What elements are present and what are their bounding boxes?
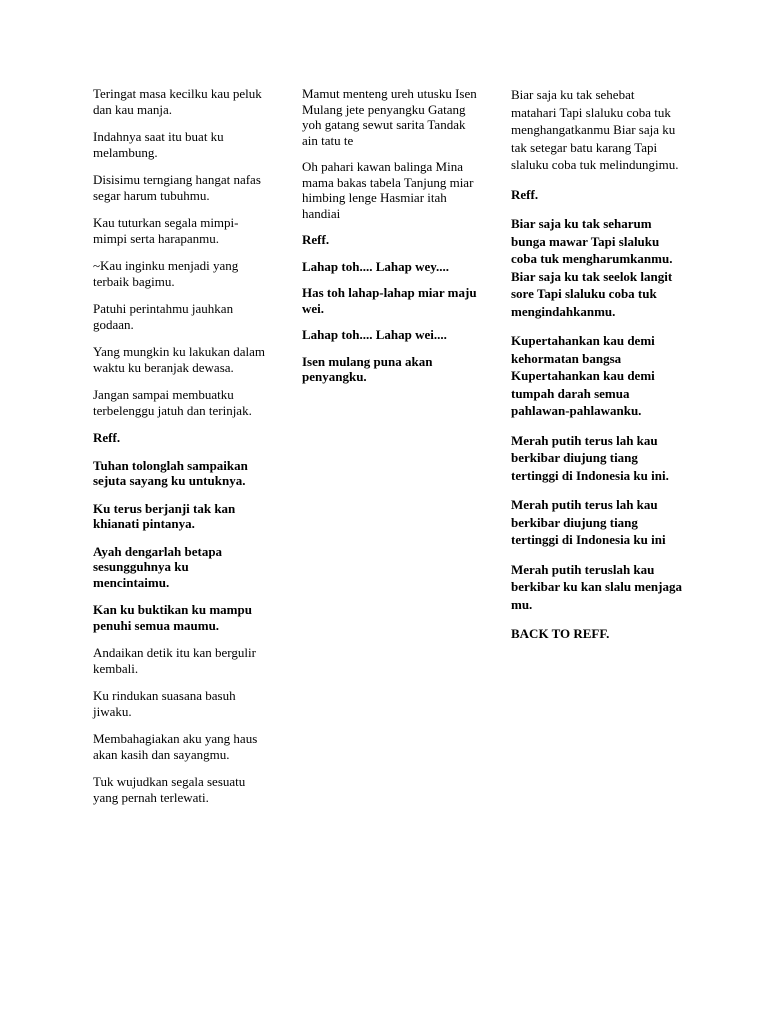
lyric-stanza: Andaikan detik itu kan bergulir kembali. (93, 645, 256, 676)
lyric-stanza: Biar saja ku tak seharum bunga mawar Tapi slaluku coba tuk mengharumkanmu. Biar saja ku tak seelok langit sore Tapi slaluku coba tuk mengindahkanmu. (511, 216, 673, 319)
lyric-stanza: Teringat masa kecilku kau peluk dan kau manja. (93, 86, 262, 117)
lyric-stanza: ~Kau inginku menjadi yang terbaik bagimu. (93, 258, 239, 289)
lyrics-column-1 (93, 86, 265, 817)
lyric-stanza: Merah putih terus lah kau berkibar diujung tiang tertinggi di Indonesia ku ini. (511, 432, 669, 483)
lyric-stanza: Reff. (511, 186, 539, 202)
lyric-stanza: Tuk wujudkan segala sesuatu yang pernah terlewati. (93, 774, 246, 805)
lyric-stanza: Merah putih teruslah kau berkibar ku kan slalu menjaga mu. (511, 561, 682, 612)
lyric-stanza: Kupertahankan kau demi kehormatan bangsa Kupertahankan kau demi tumpah darah semua pahlawan-pahlawanku. (511, 333, 655, 418)
lyric-stanza: Tuhan tolonglah sampaikan sejuta sayang ku untuknya. (93, 457, 248, 488)
lyric-stanza: Jangan sampai membuatku terbelenggu jatuh dan terinjak. (93, 387, 252, 418)
lyric-stanza: Kau tuturkan segala mimpi-mimpi serta harapanmu. (93, 215, 239, 246)
lyric-stanza: Ayah dengarlah betapa sesungguhnya ku mencintaimu. (93, 543, 223, 590)
lyric-stanza: Membahagiakan aku yang haus akan kasih dan sayangmu. (93, 731, 258, 762)
lyric-stanza: Isen mulang puna akan penyangku. (302, 353, 433, 384)
lyric-stanza: Ku terus berjanji tak kan khianati pintanya. (93, 500, 236, 531)
lyric-stanza: Reff. (302, 232, 330, 247)
lyric-stanza: Has toh lahap-lahap miar maju wei. (302, 285, 477, 316)
lyric-stanza: Kan ku buktikan ku mampu penuhi semua maumu. (93, 602, 252, 633)
lyric-stanza: Merah putih terus lah kau berkibar diujung tiang tertinggi di Indonesia ku ini (511, 497, 666, 547)
lyric-stanza: Oh pahari kawan balinga Mina mama bakas tabela Tanjung miar himbing lenge Hasmiar itah handiai (302, 159, 474, 221)
lyric-stanza: Disisimu terngiang hangat nafas segar harum tubuhmu. (93, 172, 261, 203)
lyric-stanza: Lahap toh.... Lahap wey.... (302, 258, 450, 274)
lyric-stanza: Biar saja ku tak sehebat matahari Tapi slaluku coba tuk menghangatkanmu Biar saja ku tak setegar batu karang Tapi slaluku coba tuk melindungimu. (511, 87, 679, 172)
lyrics-column-3 (511, 86, 683, 655)
lyric-stanza: Yang mungkin ku lakukan dalam waktu ku beranjak dewasa. (93, 344, 265, 375)
lyric-stanza: Mamut menteng ureh utusku Isen Mulang jete penyangku Gatang yoh gatang sewut sarita Tandak ain tatu te (302, 86, 477, 148)
lyric-stanza: Indahnya saat itu buat ku melambung. (93, 129, 224, 160)
lyric-stanza: Reff. (93, 430, 121, 445)
lyric-stanza: Ku rindukan suasana basuh jiwaku. (93, 688, 236, 719)
lyric-stanza: BACK TO REFF. (511, 626, 610, 641)
lyric-stanza: Patuhi perintahmu jauhkan godaan. (93, 301, 234, 332)
lyric-stanza: Lahap toh.... Lahap wei.... (302, 327, 447, 342)
lyrics-column-2 (302, 86, 478, 396)
